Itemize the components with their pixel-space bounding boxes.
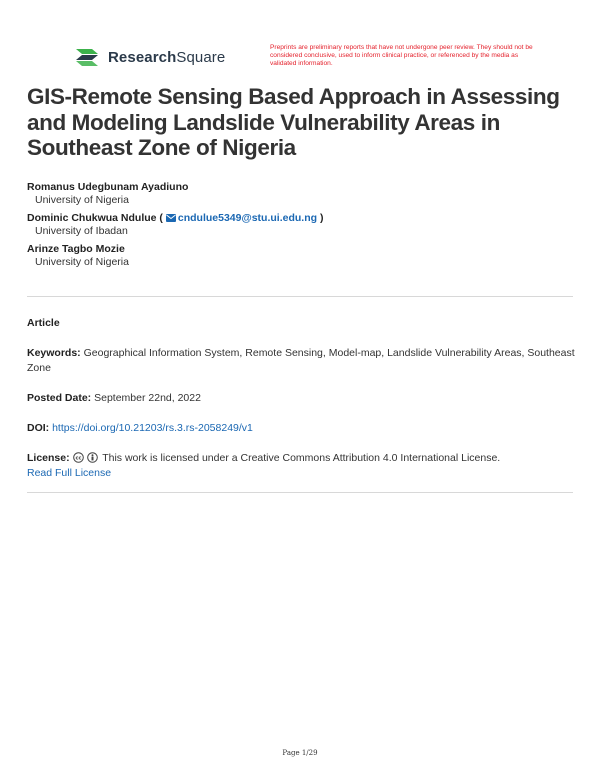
envelope-icon bbox=[166, 214, 176, 222]
brand-name: ResearchSquare bbox=[108, 48, 226, 66]
author-email: cndulue5349@stu.ui.edu.ng bbox=[177, 212, 318, 224]
author-list bbox=[27, 181, 323, 274]
author-name-with-email: Dominic Chukwua Ndulue ( cndulue5349@stu.ui.edu.ng ) bbox=[27, 212, 324, 224]
article-type bbox=[27, 316, 575, 331]
license-label: License: bbox=[27, 452, 70, 464]
paper-title: GIS-Remote Sensing Based Approach in Assessing and Modeling Landslide Vulnerability Areas in Southeast Zone of Nigeria bbox=[27, 84, 560, 160]
author-affiliation: University of Nigeria bbox=[35, 194, 129, 206]
creative-commons-icon bbox=[73, 452, 84, 463]
author-name: Romanus Udegbunam Ayadiuno bbox=[27, 181, 189, 193]
author-affiliation: University of Ibadan bbox=[35, 225, 128, 237]
author-affiliation: University of Nigeria bbox=[35, 256, 129, 268]
author-email-link[interactable] bbox=[166, 212, 320, 224]
divider bbox=[27, 296, 573, 297]
keywords-label: Keywords: bbox=[27, 347, 81, 359]
divider bbox=[27, 492, 573, 493]
keywords-value: Geographical Information System, Remote Sensing, Model-map, Landslide Vulnerability Areas, Southeast Zone bbox=[27, 347, 575, 374]
article-type-label: Article bbox=[27, 317, 60, 329]
svg-text:cc: cc bbox=[75, 455, 81, 462]
read-full-license-link[interactable]: Read Full License bbox=[27, 467, 112, 479]
doi-label: DOI: bbox=[27, 422, 50, 434]
keywords bbox=[27, 346, 575, 376]
page-number: Page 1/29 bbox=[282, 749, 318, 757]
doi bbox=[27, 421, 575, 436]
posted-date-value: September 22nd, 2022 bbox=[94, 392, 201, 404]
license bbox=[27, 451, 575, 481]
research-square-logo[interactable] bbox=[74, 47, 225, 67]
doi-link[interactable]: https://doi.org/10.21203/rs.3.rs-2058249/v1 bbox=[52, 422, 253, 434]
posted-date bbox=[27, 391, 575, 406]
author-name: Dominic Chukwua Ndulue bbox=[27, 212, 157, 224]
posted-date-label: Posted Date: bbox=[27, 392, 92, 404]
attribution-icon bbox=[87, 452, 98, 463]
license-text: This work is licensed under a Creative Commons Attribution 4.0 International License. bbox=[102, 452, 501, 464]
research-square-logo-icon bbox=[74, 47, 100, 67]
author-name: Arinze Tagbo Mozie bbox=[27, 243, 125, 255]
preprint-disclaimer: Preprints are preliminary reports that have not undergone peer review. They should not be considered conclusive, used to inform clinical practice, or referenced by the media as validated information. bbox=[270, 44, 533, 68]
